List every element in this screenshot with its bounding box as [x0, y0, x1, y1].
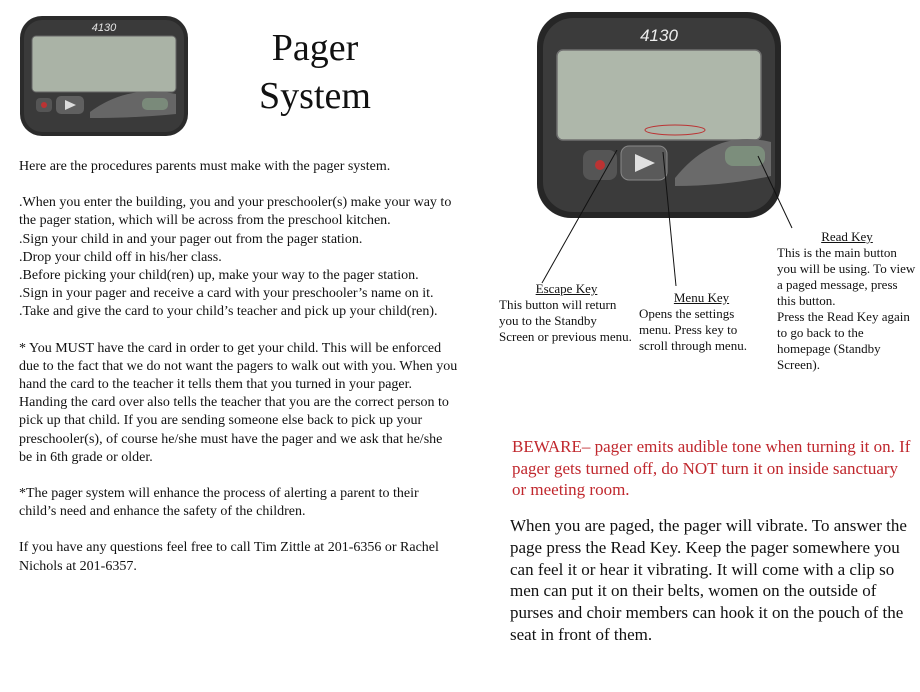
read-key-description-2: Press the Read Key again to go back to the homepage (Standby Screen).: [777, 309, 910, 372]
page-title: [230, 24, 400, 120]
read-key-description: This is the main button you will be using. To view a paged message, press this button.: [777, 245, 916, 308]
read-key-pointer: [758, 156, 792, 228]
pager-model-label-large: 4130: [640, 26, 678, 45]
title-line-1: Pager: [271, 27, 359, 69]
menu-key-description: Opens the settings menu. Press key to scroll through menu.: [639, 306, 747, 353]
procedures-column: [19, 158, 459, 576]
pager-image-small: [18, 14, 190, 138]
pager-model-label-small: 4130: [91, 22, 117, 34]
menu-key-heading: Menu Key: [673, 290, 730, 305]
paged-instructions: When you are paged, the pager will vibrate. To answer the page press the Read Key. Keep the pager somewhere you can feel it or hear it vibrating. It will come with a clip so men can put it on their belts, women on the outside of purses and choir members can hook it on the pouch of the seat in front of them.: [510, 516, 907, 644]
read-key-callout: [777, 229, 917, 373]
step-1: .When you enter the building, you and your preschooler(s) make your way to the pager station, which will be across from the preschool kitchen.: [19, 195, 452, 229]
title-line-2: System: [259, 75, 371, 117]
step-2: .Sign your child in and your pager out from the pager station.: [19, 231, 363, 247]
card-note: * You MUST have the card in order to get your child. This will be enforced due to the fact that we do not want the pagers to walk out with you. When you hand the card to the teacher it tells them that you turned in your pager. Handing the card over also tells the teacher that you are the correct person to pick up that child. If you are sending someone else back to pick up your preschooler(s), of course he/she must have the pager and we ask that he/she be in 6th grade or older.: [19, 340, 458, 465]
step-5: .Sign in your pager and receive a card with your preschooler’s name on it.: [19, 286, 434, 302]
enhance-note: *The pager system will enhance the process of alerting a parent to their child’s need and enhance the safety of the children.: [19, 486, 419, 520]
step-3: .Drop your child off in his/her class.: [19, 249, 222, 265]
menu-key-callout: [639, 290, 764, 354]
step-4: .Before picking your child(ren) up, make your way to the pager station.: [19, 268, 419, 284]
intro-text: Here are the procedures parents must make with the pager system.: [19, 159, 391, 174]
escape-key-callout: [499, 281, 634, 345]
contact-text: If you have any questions feel free to call Tim Zittle at 201-6356 or Rachel Nichols at 201-6357.: [19, 540, 439, 574]
read-key-heading: Read Key: [821, 229, 873, 244]
beware-warning: BEWARE– pager emits audible tone when turning it on. If pager gets turned off, do NOT turn it on inside sanctuary or meeting room.: [512, 437, 911, 499]
escape-key-description: This button will return you to the Standby Screen or previous menu.: [499, 297, 632, 344]
menu-key-pointer: [663, 152, 676, 286]
escape-key-pointer: [542, 150, 617, 283]
step-6: .Take and give the card to your child’s teacher and pick up your child(ren).: [19, 304, 438, 320]
escape-key-heading: Escape Key: [535, 281, 598, 296]
